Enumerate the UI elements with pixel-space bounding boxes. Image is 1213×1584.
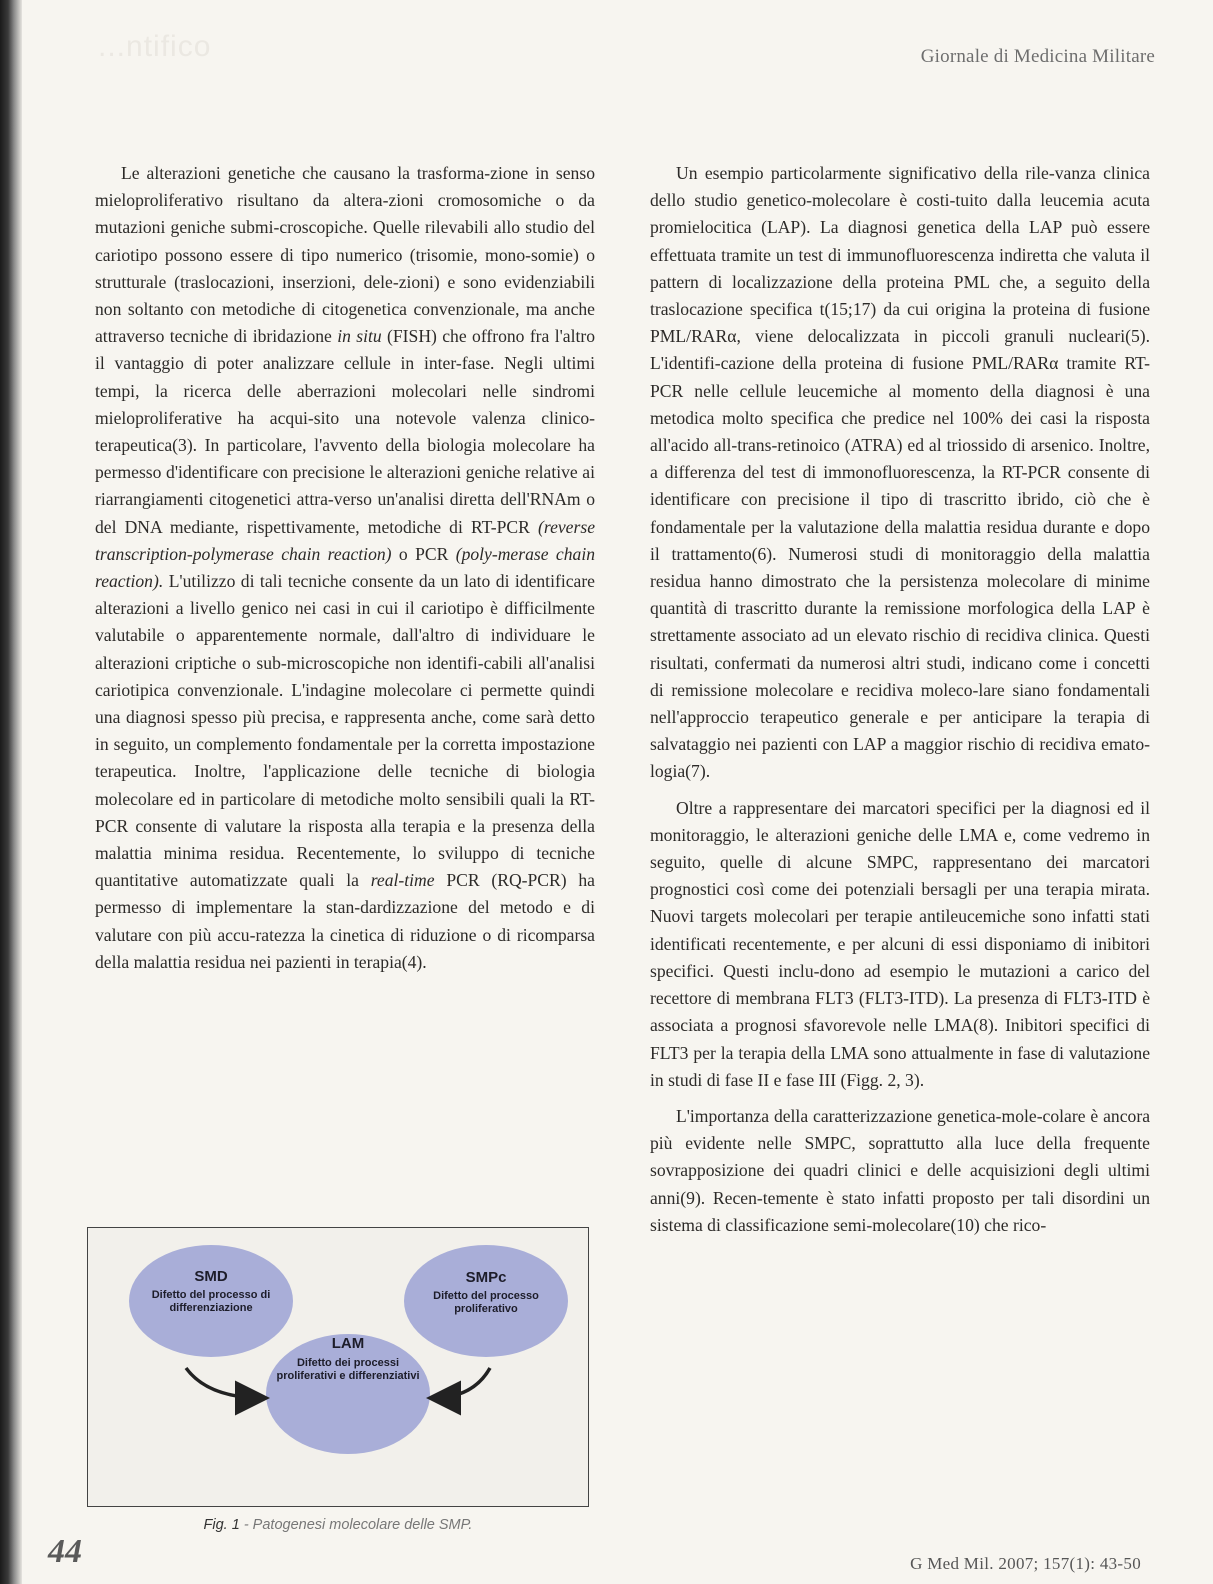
right-column — [650, 160, 1150, 1239]
left-paragraph-1: Le alterazioni genetiche che causano la trasforma-zione in senso mieloproliferativo risultano da altera-zioni cromosomiche o da mutazioni geniche submi-croscopiche. Quelle rilevabili allo studio del cariotipo possono essere di tipo numerico (trisomie, mono-somie) o strutturale (traslocazioni, inserzioni, dele-zioni) e sono evidenziabili non soltanto con metodiche di citogenetica convenzionale, ma anche attraverso tecniche di ibridazione in situ (FISH) che offrono fra l'altro il vantaggio di poter analizzare cellule in inter-fase. Negli ultimi tempi, la ricerca delle aberrazioni molecolari nelle sindromi mieloproliferative ha acqui-sito una notevole valenza clinico-terapeutica(3). In particolare, l'avvento della biologia molecolare ha permesso d'identificare con precisione le alterazioni geniche relative ai riarrangiamenti citogenetici attra-verso un'analisi diretta dell'RNAm o del DNA mediante, rispettivamente, metodiche di RT-PCR (reverse transcription-polymerase chain reaction) o PCR (poly-merase chain reaction). L'utilizzo di tali tecniche consente da un lato di identificare alterazioni a livello genico nei casi in cui il cariotipo è difficilmente valutabile o apparentemente normale, dall'altro di individuare le alterazioni criptiche o sub-microscopiche non identifi-cabili all'analisi cariotipica convenzionale. L'indagine molecolare ci permette quindi una diagnosi spesso più precisa, e rappresenta anche, come sarà detto in seguito, un complemento fondamentale per la corretta impostazione terapeutica. Inoltre, l'applicazione delle tecniche di biologia molecolare ed in particolare di metodiche molto sensibili quali la RT-PCR consente di valutare la risposta alla terapia e la presenza della malattia minima residua. Recentemente, lo sviluppo di tecniche quantitative automatizzate quali la real-time PCR (RQ-PCR) ha permesso di implementare la stan-dardizzazione del metodo e di valutare con più accu-ratezza la cinetica di riduzione o di ricomparsa della malattia residua nei pazienti in terapia(4). — [95, 163, 596, 972]
ghost-header: ...ntifico — [98, 30, 212, 63]
journal-citation: G Med Mil. 2007; 157(1): 43-50 — [910, 1554, 1141, 1573]
lam-line-2: proliferativi e differenziativi — [276, 1370, 420, 1382]
right-arrow — [433, 1368, 490, 1398]
lam-title: LAM — [331, 1335, 365, 1352]
right-paragraph-1: Un esempio particolarmente significativo della rile-vanza clinica dello studio genetico-molecolare è costi-tuito dalla leucemia acuta promielocitica (LAP). La diagnosi genetica della LAP può essere effettuata tramite un test di immunofluorescenza indiretta che valuta il pattern di localizzazione della proteina PML che, a seguito della traslocazione specifica t(15;17) da cui origina la proteina di fusione PML/RARα, viene delocalizzata in piccoli granuli nucleari(5). L'identifi-cazione della proteina di fusione PML/RARα tramite RT-PCR nelle cellule leucemiche al momento della diagnosi è una metodica molto specifica che predice nel 100% dei casi la risposta all'acido all-trans-retinoico (ATRA) ed al triossido di arsenico. Inoltre, a differenza del test di immonofluorescenza, la RT-PCR consente di identificare con precisione il tipo di trascritto ibrido, ciò che è fondamentale per la valutazione della malattia residua durante e dopo il trattamento(6). Numerosi studi di monitoraggio della malattia residua hanno dimostrato che la persistenza molecolare di minime quantità di trascritto durante la remissione morfologica della LAP è strettamente associato ad un elevato rischio di recidiva clinica. Questi risultati, confermati da numerosi altri studi, indicano come i concetti di remissione molecolare e recidiva moleco-lare siano fondamentali nell'approccio terapeutico generale e per anticipare la terapia di salvataggio nei pazienti con LAP a maggior rischio di recidiva emato-logia(7). — [650, 163, 1150, 782]
lam-ellipse — [266, 1334, 430, 1454]
smd-ellipse — [129, 1245, 293, 1357]
right-paragraph-2: Oltre a rappresentare dei marcatori specifici per la diagnosi ed il monitoraggio, le alterazioni geniche delle LMA e, come vedremo in seguito, quelle di alcune SMPC, rappresentano dei marcatori prognostici così come dei potenziali bersagli per una terapia mirata. Nuovi targets molecolari per terapie antileucemiche sono infatti stati identificati recentemente, e per alcuni di essi disponiamo di inibitori specifici. Questi inclu-dono ad esempio le mutazioni a carico del recettore di membrana FLT3 (FLT3-ITD). La presenza di FLT3-ITD è associata a prognosi sfavorevole nelle LMA(8). Inibitori specifici di FLT3 per la terapia della LMA sono attualmente in fase di valutazione in studi di fase II e fase III (Figg. 2, 3). — [650, 797, 1150, 1090]
left-column — [95, 160, 595, 976]
right-paragraph-3: L'importanza della caratterizzazione genetica-mole-colare è ancora più evidente nelle SMPC, soprattutto alla luce della frequente sovrapposizione dei quadri clinici e delle acquisizioni degli ultimi anni(9). Recen-temente è stato infatti proposto per tali disordini un sistema di classificazione semi-molecolare(10) che rico- — [650, 1105, 1150, 1235]
smd-title: SMD — [194, 1268, 228, 1285]
lam-line-1: Difetto dei processi — [296, 1357, 400, 1369]
smd-line-1: Difetto del processo di — [151, 1289, 271, 1301]
left-arrow — [186, 1368, 263, 1398]
pathogenesis-diagram — [88, 1228, 588, 1506]
figure-1 — [87, 1227, 589, 1507]
page-spine — [0, 0, 22, 1584]
journal-title: Giornale di Medicina Militare — [920, 46, 1155, 67]
smd-line-2: differenziazione — [169, 1302, 253, 1314]
caption-text: - Patogenesi molecolare delle SMP. — [239, 1517, 473, 1533]
smpc-title: SMPc — [465, 1269, 507, 1286]
caption-label: Fig. 1 — [203, 1517, 240, 1533]
figure-caption — [87, 1517, 589, 1533]
smpc-line-1: Difetto del processo — [433, 1290, 539, 1302]
page-number: 44 — [48, 1533, 82, 1570]
smpc-line-2: proliferativo — [454, 1303, 518, 1315]
